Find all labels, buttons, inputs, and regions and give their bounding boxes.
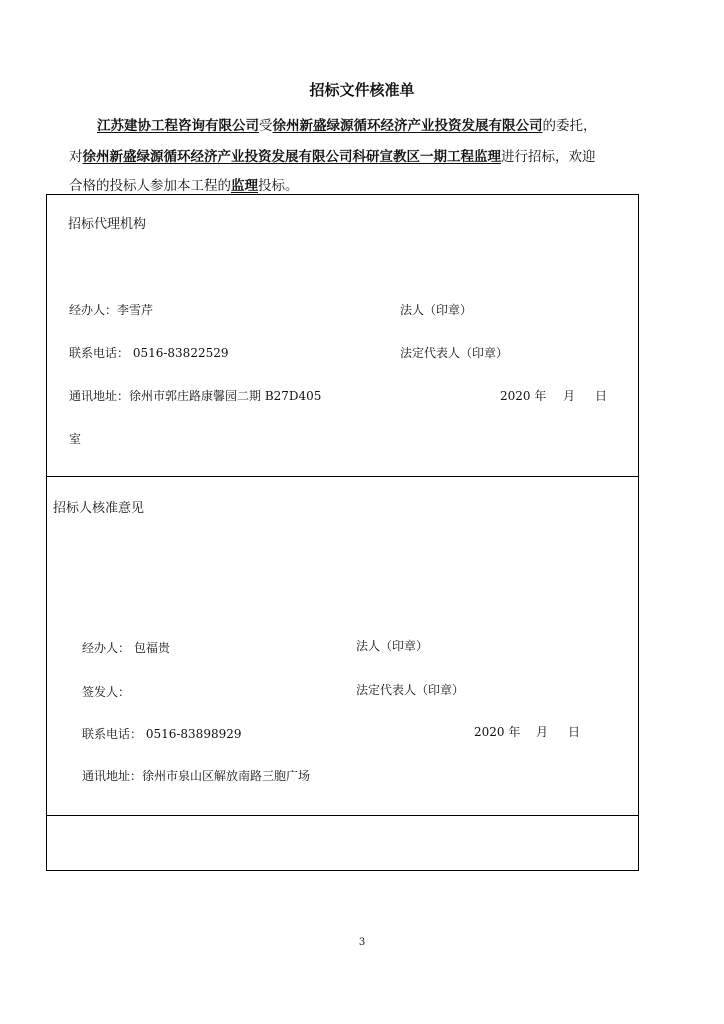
agency-handler: 经办人：李雪芹 xyxy=(69,303,154,317)
agency-legal-rep: 法定代表人（印章） xyxy=(400,346,509,360)
tenderer-date-month: 月 xyxy=(536,725,549,739)
tenderer-address: 通讯地址：徐州市泉山区解放南路三胞广场 xyxy=(82,769,311,783)
page-number: 3 xyxy=(358,937,366,948)
tenderer-date-year: 2020 年 xyxy=(474,725,521,739)
intro-line-2 xyxy=(69,145,596,165)
tenderer-legal-rep: 法定代表人（印章） xyxy=(356,683,465,697)
tenderer-heading: 招标人核准意见 xyxy=(53,501,145,516)
tenderer-handler: 经办人： 包福贵 xyxy=(82,641,170,655)
tenderer-phone: 联系电话： 0516-83898929 xyxy=(82,727,242,741)
intro-text: 的委托， xyxy=(542,118,597,134)
agent-name: 江苏建协工程咨询有限公司 xyxy=(97,118,259,134)
agency-address-cont: 室 xyxy=(69,432,82,446)
client-name: 徐州新盛绿源循环经济产业投资发展有限公司 xyxy=(272,118,543,134)
agency-heading: 招标代理机构 xyxy=(68,217,147,232)
agency-legal-person: 法人（印章） xyxy=(400,303,473,317)
intro-text: 投标。 xyxy=(258,178,299,194)
intro-text: 对 xyxy=(69,149,83,165)
tenderer-signer: 签发人： xyxy=(82,685,131,699)
page-title: 招标文件核准单 xyxy=(309,81,415,99)
agency-section xyxy=(46,194,639,477)
intro-text: 受 xyxy=(259,118,273,134)
agency-date-day: 日 xyxy=(595,389,608,403)
service-name: 监理 xyxy=(231,178,258,194)
tenderer-date-day: 日 xyxy=(568,725,581,739)
tenderer-legal-person: 法人（印章） xyxy=(356,639,429,653)
blank-section xyxy=(46,815,639,871)
intro-line-3 xyxy=(69,174,299,194)
intro-text: 合格的投标人参加本工程的 xyxy=(69,178,231,194)
intro-text: 进行招标，欢迎 xyxy=(501,149,596,165)
project-name: 徐州新盛绿源循环经济产业投资发展有限公司科研宣教区一期工程监理 xyxy=(82,149,501,165)
agency-date-year: 2020 年 xyxy=(500,389,547,403)
intro-line-1 xyxy=(97,114,597,134)
agency-date-month: 月 xyxy=(563,389,576,403)
agency-phone: 联系电话： 0516-83822529 xyxy=(69,346,229,360)
agency-address: 通讯地址：徐州市郭庄路康馨园二期 B27D405 xyxy=(69,389,322,403)
